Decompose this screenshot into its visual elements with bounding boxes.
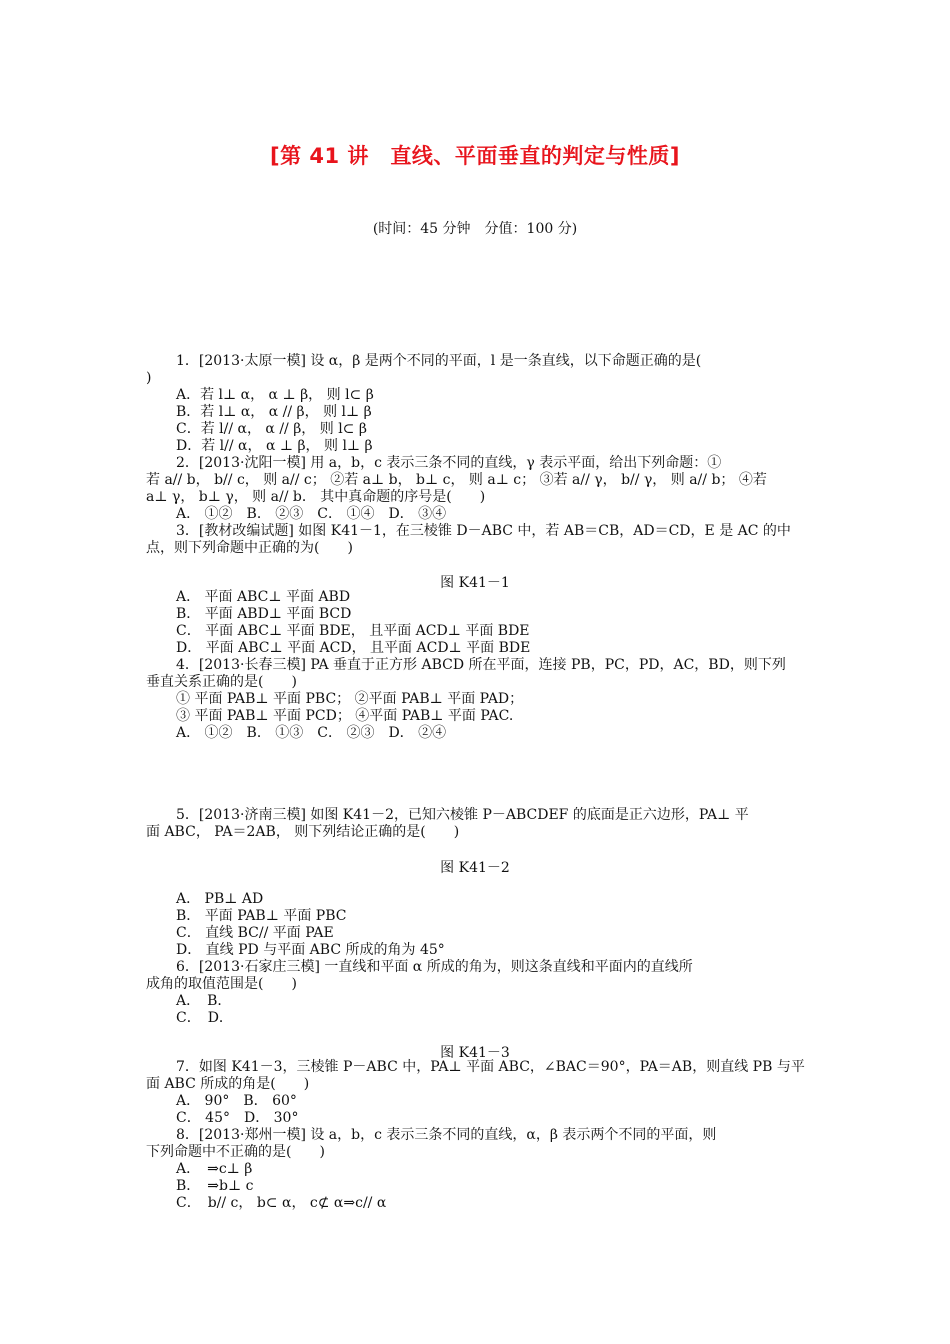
question-2-stem-cont: 若 a// b， b// c， 则 a// c； ②若 a⊥ b， b⊥ c， 则 a⊥ c； ③若 a// γ， b// γ， 则 a// b； ④若 — [146, 472, 767, 488]
question-6-stem: 6．[2013·石家庄三模] 一直线和平面 α 所成的角为，则这条直线和平面内的直线所 — [176, 959, 693, 975]
question-7-options-ab: A． 90° B． 60° — [176, 1093, 297, 1109]
figure-caption-k41-1: 图 K41－1 — [440, 575, 510, 591]
question-3-option-c: C． 平面 ABC⊥ 平面 BDE， 且平面 ACD⊥ 平面 BDE — [176, 623, 530, 639]
question-1-option-d: D．若 l// α， α ⊥ β， 则 l⊥ β — [176, 438, 373, 454]
question-5-option-a: A． PB⊥ AD — [176, 891, 264, 907]
question-7-options-cd: C． 45° D． 30° — [176, 1110, 299, 1126]
question-1-stem-cont: ) — [146, 370, 152, 386]
question-8-stem: 8．[2013·郑州一模] 设 a，b，c 表示三条不同的直线，α，β 表示两个不同的平面，则 — [176, 1127, 717, 1143]
page-title: [第 41 讲 直线、平面垂直的判定与性质] — [269, 144, 681, 168]
question-4-statement-1-2: ① 平面 PAB⊥ 平面 PBC； ②平面 PAB⊥ 平面 PAD； — [176, 691, 524, 707]
question-2-stem: 2．[2013·沈阳一模] 用 a，b，c 表示三条不同的直线，γ 表示平面，给出下列命题：① — [176, 455, 722, 471]
question-3-option-d: D． 平面 ABC⊥ 平面 ACD， 且平面 ACD⊥ 平面 BDE — [176, 640, 531, 656]
question-4-stem-cont: 垂直关系正确的是( ) — [146, 674, 297, 690]
question-8-option-a: A． ⇒c⊥ β — [176, 1161, 253, 1177]
question-3-stem-cont: 点，则下列命题中正确的为( ) — [146, 540, 353, 556]
question-4-stem: 4．[2013·长春三模] PA 垂直于正方形 ABCD 所在平面，连接 PB，PC，PD，AC，BD，则下列 — [176, 657, 786, 673]
question-8-stem-cont: 下列命题中不正确的是( ) — [146, 1144, 325, 1160]
figure-caption-k41-3: 图 K41－3 — [440, 1045, 510, 1061]
question-4-statement-3-4: ③ 平面 PAB⊥ 平面 PCD； ④平面 PAB⊥ 平面 PAC. — [176, 708, 514, 724]
question-2-stem-cont2: a⊥ γ， b⊥ γ， 则 a// b． 其中真命题的序号是( ) — [146, 489, 486, 505]
question-6-stem-cont: 成角的取值范围是( ) — [146, 976, 297, 992]
question-1-option-b: B．若 l⊥ α， α // β， 则 l⊥ β — [176, 404, 372, 420]
question-1-option-c: C．若 l// α， α // β， 则 l⊂ β — [176, 421, 367, 437]
question-8-option-c: C． b// c， b⊂ α， c⊄ α⇒c// α — [176, 1195, 387, 1211]
question-8-option-b: B． ⇒b⊥ c — [176, 1178, 254, 1194]
question-5-stem: 5．[2013·济南三模] 如图 K41－2，已知六棱锥 P－ABCDEF 的底面是正六边形，PA⊥ 平 — [176, 807, 749, 823]
question-5-option-d: D． 直线 PD 与平面 ABC 所成的角为 45° — [176, 942, 445, 958]
question-6-options-cd: C． D． — [176, 1010, 233, 1026]
question-7-stem: 7．如图 K41－3，三棱锥 P－ABC 中，PA⊥ 平面 ABC，∠BAC＝90°，PA＝AB，则直线 PB 与平 — [176, 1059, 805, 1075]
question-5-option-b: B． 平面 PAB⊥ 平面 PBC — [176, 908, 347, 924]
exam-time-score: (时间：45 分钟 分值：100 分) — [372, 221, 578, 237]
figure-caption-k41-2: 图 K41－2 — [440, 860, 510, 876]
question-7-stem-cont: 面 ABC 所成的角是( ) — [146, 1076, 310, 1092]
question-4-options: A． ①② B． ①③ C． ②③ D． ②④ — [176, 725, 447, 741]
question-5-option-c: C． 直线 BC// 平面 PAE — [176, 925, 334, 941]
question-3-option-b: B． 平面 ABD⊥ 平面 BCD — [176, 606, 352, 622]
question-3-option-a: A． 平面 ABC⊥ 平面 ABD — [176, 589, 351, 605]
question-1-stem: 1．[2013·太原一模] 设 α，β 是两个不同的平面，l 是一条直线，以下命题正确的是( — [176, 353, 702, 369]
question-5-stem-cont: 面 ABC， PA＝2AB， 则下列结论正确的是( ) — [146, 824, 460, 840]
question-1-option-a: A．若 l⊥ α， α ⊥ β， 则 l⊂ β — [176, 387, 374, 403]
question-6-options-ab: A． B． — [176, 993, 232, 1009]
question-3-stem: 3．[教材改编试题] 如图 K41－1，在三棱锥 D－ABC 中，若 AB＝CB，AD＝CD，E 是 AC 的中 — [176, 523, 791, 539]
question-2-options: A． ①② B． ②③ C． ①④ D． ③④ — [176, 506, 447, 522]
